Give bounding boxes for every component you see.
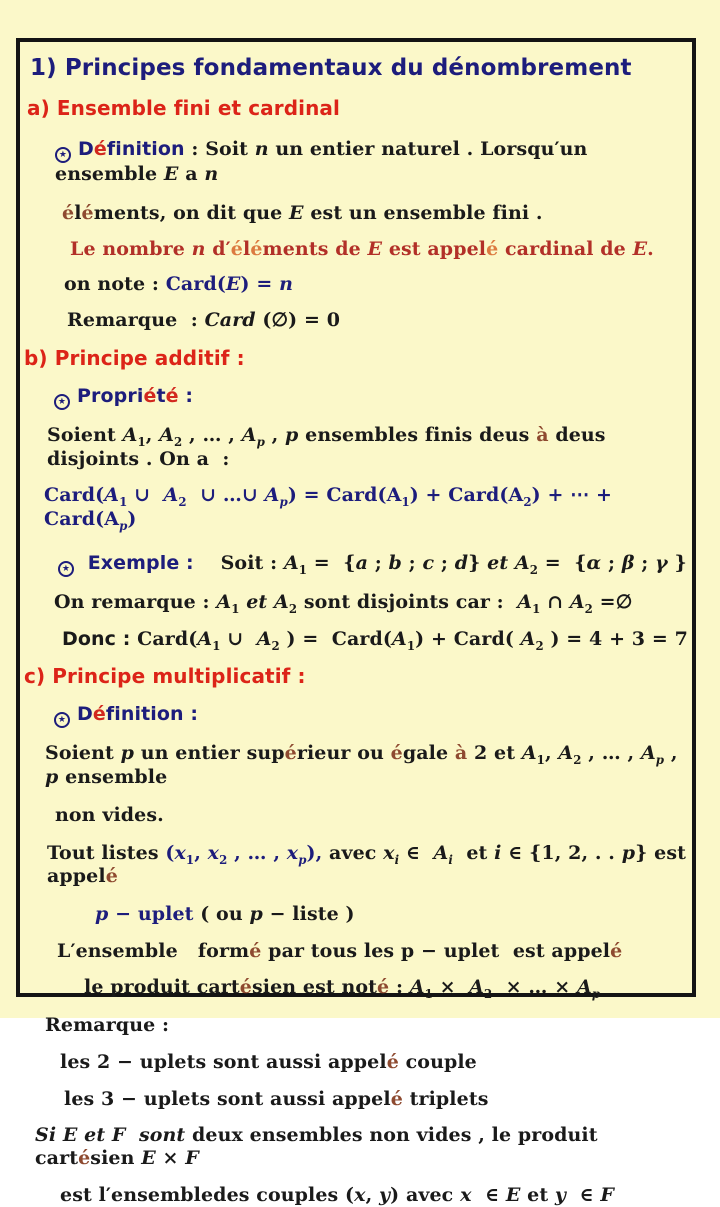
document-frame xyxy=(16,38,696,1206)
text-segment: $Card(A_1$ ∪ $A_2$ ∪ …∪ $A_p$) = $Card(A_1)$ + $Card(A_2)$ + ⋯ + $Card(A_p)$ xyxy=(44,484,619,533)
text-segment: a) Ensemble fini et cardinal xyxy=(27,96,340,121)
text-segment: Soient p un entier supérieur ou égale à 2 et $A_1$, $A_2$ , … , $A_p$ , p ensemble xyxy=(45,742,685,788)
text-segment: Soient $A_1$, $A_2$ , … , $A_p$ , p ensembles finis deus à deus disjoints . On a : xyxy=(47,424,613,470)
star-glyph: ★ xyxy=(58,149,68,160)
couple-line xyxy=(20,1051,692,1074)
text-segment: L′ensemble formé par tous les p − uplet est appelé xyxy=(57,939,623,962)
text-segment: Card (∅) = 0 xyxy=(204,308,341,331)
text-segment: avec $x_i$ ∈ $A_i$ et i ∈ {1, 2, . . p} est appelé xyxy=(47,841,693,887)
text-segment: Définition xyxy=(78,137,185,160)
text-segment: Remarque : xyxy=(45,1013,170,1036)
text-segment: c) Principe multiplicatif : xyxy=(24,664,306,689)
remarque-cardinal-line xyxy=(20,309,692,332)
ensemble-forme-line xyxy=(20,940,692,963)
text-segment: on note : xyxy=(64,273,166,296)
cardinal-definition-line xyxy=(20,238,692,261)
text-segment: le produit cartésien est noté : $A_1 \times A_2$ × … × $A_p$ xyxy=(84,976,601,1002)
text-segment: 1) Principes fondamentaux du dénombrement xyxy=(30,55,632,81)
text-segment: Soit n un entier naturel . Lorsqu′un ensemble E a n xyxy=(55,137,595,186)
text-segment: Soit : $A_1 = \{a$ ; b ; c ; d} et $A_2 = \{\alpha$ ; β ; γ } xyxy=(193,551,687,577)
definition-a-line-2 xyxy=(20,202,692,225)
text-segment: ($x_1$, $x_2$ , … , $x_p$), xyxy=(165,841,323,867)
definition-a-line xyxy=(20,138,692,187)
disjoint-remark-line xyxy=(20,591,692,617)
circled-star-icon xyxy=(58,561,74,577)
text-segment: On remarque : $A_1$ et $A_2$ sont disjoints car : $A_1$ ∩ $A_2$ =∅ xyxy=(54,591,633,617)
star-glyph: ★ xyxy=(61,563,71,574)
p-uplet-line xyxy=(20,903,692,926)
text-segment: ( ou p − liste ) xyxy=(200,903,355,926)
circled-star-icon xyxy=(54,394,70,410)
text-segment: : xyxy=(184,137,206,160)
text-segment: Propriété : xyxy=(77,384,194,407)
propriete-statement-line xyxy=(20,424,692,471)
section-b-heading xyxy=(20,347,692,372)
text-segment: b) Principe additif : xyxy=(24,346,245,371)
donc-line xyxy=(20,628,692,651)
text-segment: Donc : xyxy=(62,627,138,650)
text-segment: Si E et F sont deux ensembles non vides , le produit cartésien E × F xyxy=(35,1123,605,1170)
circled-star-icon xyxy=(55,147,71,163)
text-segment: $Card(A_1$ ∪ $A_2$ ) = $Card(A_1)$ + Card( $A_2$ ) = 4 + 3 = 7 xyxy=(137,627,688,653)
non-vides-line xyxy=(20,804,692,827)
text-segment: Tout listes xyxy=(47,841,166,864)
text-segment: non vides. xyxy=(55,804,164,827)
star-glyph: ★ xyxy=(57,714,67,725)
text-segment: Exemple : xyxy=(81,551,194,574)
produit-cartesien-line xyxy=(20,976,692,1002)
exemple-line xyxy=(20,552,692,578)
text-segment: les 2 − uplets sont aussi appelé couple xyxy=(60,1051,477,1074)
circled-star-icon xyxy=(54,712,70,728)
couples-xy-line xyxy=(20,1184,692,1207)
additive-formula-line xyxy=(20,484,692,531)
text-segment: Définition : xyxy=(77,702,199,725)
text-segment: Remarque : xyxy=(67,308,205,331)
text-segment: les 3 − uplets sont aussi appelé triplets xyxy=(64,1088,489,1111)
section-a-heading xyxy=(20,97,692,122)
star-glyph: ★ xyxy=(57,396,67,407)
text-segment: Card(E) = n xyxy=(165,273,293,296)
remarque-heading-line xyxy=(20,1014,692,1037)
produit-ef-line xyxy=(20,1124,692,1171)
main-title xyxy=(20,54,692,82)
text-segment: Le nombre n d′éléments de E est appelé cardinal de E. xyxy=(70,238,654,261)
section-c-heading xyxy=(20,665,692,690)
triplets-line xyxy=(20,1088,692,1111)
notation-line xyxy=(20,273,692,296)
tout-listes-line xyxy=(20,842,692,889)
document-body xyxy=(20,54,692,1207)
propriete-heading xyxy=(20,385,692,411)
definition-c-heading xyxy=(20,703,692,729)
text-segment: est l′ensembledes couples (x, y) avec x ∈ E et y ∈ F xyxy=(60,1183,614,1206)
text-segment: p − uplet xyxy=(95,903,201,926)
definition-c-statement-line xyxy=(20,742,692,789)
text-segment: éléments, on dit que E est un ensemble fini . xyxy=(62,201,543,224)
